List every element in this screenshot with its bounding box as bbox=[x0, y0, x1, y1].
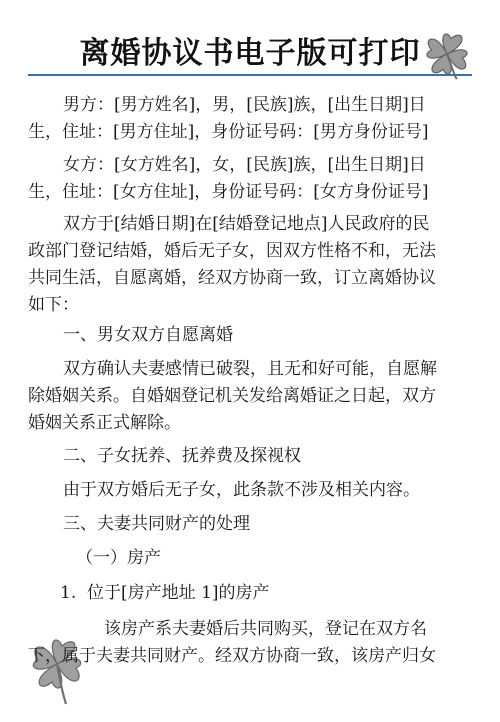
text-line: 双方确认夫妻感情已破裂，且无和好可能，自愿解 bbox=[63, 359, 437, 379]
text-line: 婚姻关系正式解除。 bbox=[28, 413, 181, 433]
title-underline bbox=[28, 74, 472, 76]
text-line: 下，属于夫妻共同财产。经双方协商一致，该房产归女 bbox=[28, 646, 436, 666]
text-line: 由于双方婚后无子女，此条款不涉及相关内容。 bbox=[63, 480, 420, 500]
text-line: 如下： bbox=[28, 295, 79, 315]
text-line: 男方：[男方姓名]，男，[民族]族，[出生日期]日 bbox=[63, 95, 426, 115]
text-line: 政部门登记结婚，婚后无子女，因双方性格不和，无法 bbox=[28, 241, 436, 261]
section-heading: 三、夫妻共同财产的处理 bbox=[63, 514, 250, 534]
section-heading: 一、男女双方自愿离婚 bbox=[63, 325, 233, 345]
text-line: 生，住址：[女方住址]，身份证号码：[女方身份证号] bbox=[28, 182, 429, 202]
text-line: 女方：[女方姓名]，女，[民族]族，[出生日期]日 bbox=[63, 155, 426, 175]
text-line: 生，住址：[男方住址]，身份证号码：[男方身份证号] bbox=[28, 122, 429, 142]
document-title: 离婚协议书电子版可打印 bbox=[79, 36, 421, 71]
text-line: 除婚姻关系。自婚姻登记机关发给离婚证之日起，双方 bbox=[28, 386, 436, 406]
text-line: 共同生活，自愿离婚，经双方协商一致，订立离婚协议 bbox=[28, 268, 436, 288]
section-heading: 二、子女抚养、抚养费及探视权 bbox=[63, 446, 301, 466]
text-line: 该房产系夫妻婚后共同购买，登记在双方名 bbox=[104, 619, 427, 639]
subsection-heading: （一）房产 bbox=[76, 548, 161, 568]
list-item: 1. 位于[房产地址 1]的房产 bbox=[60, 583, 270, 603]
text-line: 双方于[结婚日期]在[结婚登记地点]人民政府的民 bbox=[63, 214, 430, 234]
clover-icon bbox=[418, 24, 476, 84]
